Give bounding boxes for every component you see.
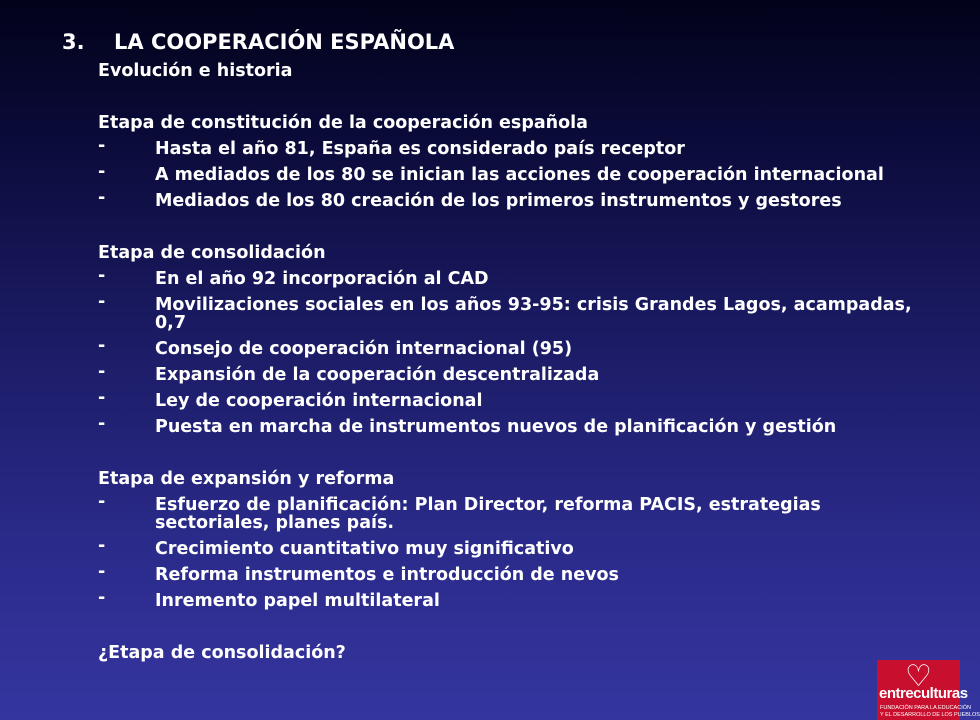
bullet-dash: - [98, 588, 106, 608]
title-text: LA COOPERACIÓN ESPAÑOLA [114, 30, 455, 54]
closing-question: ¿Etapa de consolidación? [98, 643, 346, 663]
bullet-dash: - [98, 562, 106, 582]
list-item-text: Mediados de los 80 creación de los primeros instrumentos y gestores [155, 191, 842, 211]
list-item [98, 536, 938, 562]
list-item [98, 336, 938, 362]
list-item-text: Esfuerzo de planificación: Plan Director, reforma PACIS, estrategias sectoriales, planes país. [155, 495, 821, 533]
list-item [98, 562, 938, 588]
bullet-dash: - [98, 388, 106, 408]
list-item-text: En el año 92 incorporación al CAD [155, 269, 489, 289]
list-item [98, 492, 938, 536]
slide-content [98, 58, 938, 666]
list-item [98, 362, 938, 388]
list-item [98, 266, 938, 292]
spacer [98, 214, 938, 240]
list-item-text: Crecimiento cuantitativo muy significativo [155, 539, 574, 559]
bullet-dash: - [98, 188, 106, 208]
logo-tagline-2: Y EL DESARROLLO DE LOS PUEBLOS [880, 712, 980, 718]
slide-title [62, 30, 454, 54]
heart-icon: ♡ [905, 659, 932, 694]
list-item-text: Reforma instrumentos e introducción de nevos [155, 565, 619, 585]
spacer [98, 84, 938, 110]
section-heading: Etapa de consolidación [98, 243, 326, 263]
entreculturas-logo [877, 659, 980, 720]
list-item-text: Inremento papel multilateral [155, 591, 440, 611]
spacer [98, 440, 938, 466]
list-item-text: Hasta el año 81, España es considerado país receptor [155, 139, 685, 159]
spacer [98, 614, 938, 640]
bullet-dash: - [98, 536, 106, 556]
logo-tagline-1: FUNDACIÓN PARA LA EDUCACIÓN [880, 705, 971, 711]
list-item [98, 292, 938, 336]
bullet-dash: - [98, 136, 106, 156]
list-item [98, 588, 938, 614]
list-item [98, 388, 938, 414]
section-heading: Etapa de expansión y reforma [98, 469, 395, 489]
bullet-dash: - [98, 414, 106, 434]
list-item-text: Expansión de la cooperación descentralizada [155, 365, 600, 385]
bullet-dash: - [98, 266, 106, 286]
bullet-dash: - [98, 162, 106, 182]
list-item [98, 162, 938, 188]
bullet-dash: - [98, 362, 106, 382]
list-item-text: Puesta en marcha de instrumentos nuevos de planificación y gestión [155, 417, 837, 437]
bullet-dash: - [98, 292, 106, 312]
list-item-text: A mediados de los 80 se inician las acciones de cooperación internacional [155, 165, 884, 185]
list-item-text: Movilizaciones sociales en los años 93-95: crisis Grandes Lagos, acampadas, 0,7 [155, 295, 912, 333]
subtitle: Evolución e historia [98, 61, 293, 81]
list-item [98, 188, 938, 214]
bullet-dash: - [98, 492, 106, 512]
list-item-text: Ley de cooperación internacional [155, 391, 483, 411]
list-item [98, 136, 938, 162]
title-number: 3. [62, 30, 85, 54]
section-heading: Etapa de constitución de la cooperación española [98, 113, 588, 133]
list-item-text: Consejo de cooperación internacional (95) [155, 339, 573, 359]
bullet-dash: - [98, 336, 106, 356]
list-item [98, 414, 938, 440]
logo-brand: entreculturas [879, 685, 968, 702]
